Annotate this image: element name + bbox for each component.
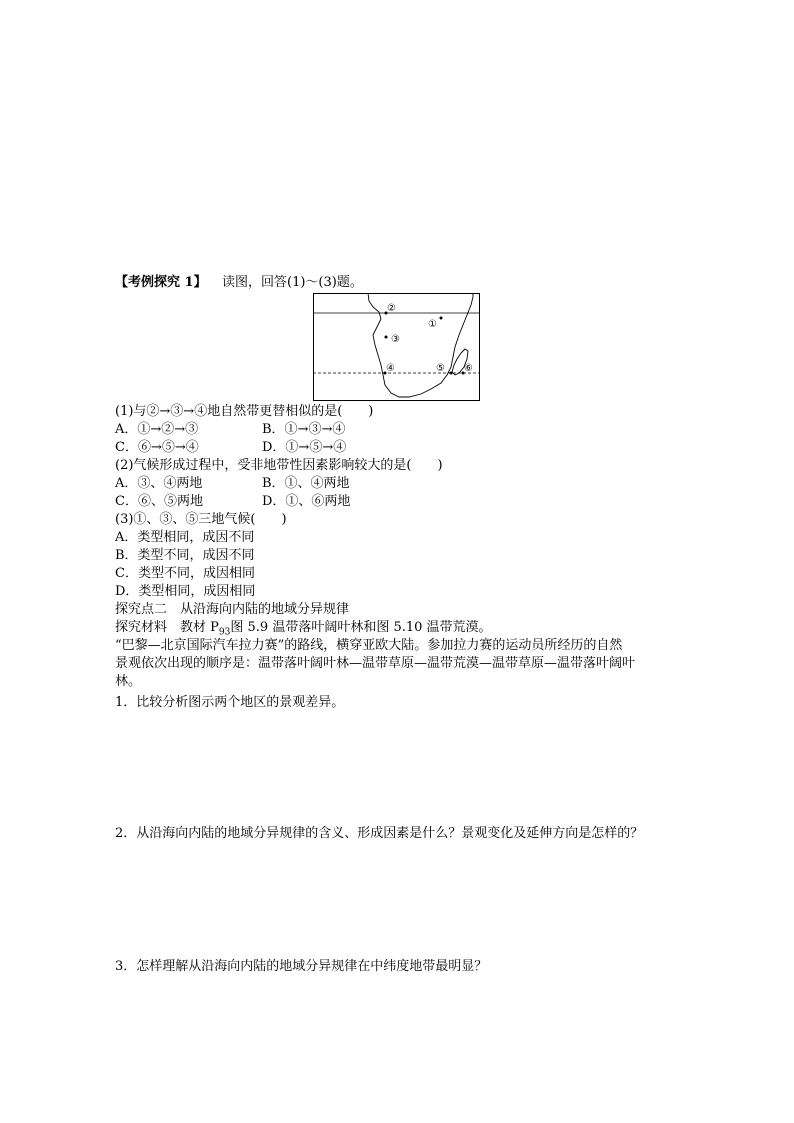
example-label: 【考例探究 1】	[115, 275, 207, 290]
marker-3: ③	[391, 334, 400, 345]
material-sub: 93	[218, 627, 231, 638]
q3-option-d: D．类型相同，成因相同	[115, 584, 256, 599]
q2-option-d: D．①、⑥两地	[262, 494, 351, 509]
point-5-dot	[450, 372, 453, 375]
question-1: 1．比较分析图示两个地区的景观差异。	[115, 695, 345, 710]
example-instruction: 读图，回答(1)～(3)题。	[222, 275, 363, 290]
paragraph-line-3: 林。	[115, 674, 142, 689]
marker-4: ④	[386, 363, 395, 374]
material-pre: 教材 P	[180, 620, 219, 635]
q2-option-c: C．⑥、⑤两地	[115, 494, 203, 509]
para-line1-a: “巴黎—北京国际汽车拉力赛”的路线，	[115, 638, 337, 653]
material-post: 图 5.9 温带落叶阔叶林和图 5.10 温带荒漠。	[230, 620, 492, 635]
q1-option-d: D．①→⑤→④	[262, 440, 347, 455]
q1-option-b: B．①→③→④	[262, 422, 346, 437]
marker-5: ⑤	[436, 363, 445, 374]
marker-6: ⑥	[464, 363, 473, 374]
q1-option-a: A．①→②→③	[115, 422, 199, 437]
q1-option-c: C．⑥→⑤→④	[115, 440, 199, 455]
para-line1-b: 横穿亚欧大陆。	[336, 638, 428, 653]
para-line1-c: 参加拉力赛的运动员所经历的自然	[427, 638, 623, 653]
marker-1: ①	[428, 319, 437, 330]
q3-option-b: B．类型不同，成因不同	[115, 548, 255, 563]
question-2: 2．从沿海向内陆的地域分异规律的含义、形成因素是什么？景观变化及延伸方向是怎样的？	[115, 826, 644, 841]
material-label: 探究材料	[115, 620, 168, 635]
q2-option-a: A．③、④两地	[115, 476, 203, 491]
marker-2: ②	[387, 303, 396, 314]
q3-option-a: A．类型相同，成因不同	[115, 530, 255, 545]
point-1-dot	[440, 317, 443, 320]
southern-africa-map	[313, 293, 480, 401]
question-3: 3．怎样理解从沿海向内陆的地域分异规律在中纬度地带最明显？	[115, 959, 488, 974]
q2-option-b: B．①、④两地	[262, 476, 350, 491]
paragraph-line-1	[115, 637, 622, 655]
q1-stem: (1)与②→③→④地自然带更替相似的是( )	[115, 404, 374, 419]
q2-stem: (2)气候形成过程中，受非地带性因素影响较大的是( )	[115, 458, 443, 473]
paragraph-line-2: 景观依次出现的顺序是：温带落叶阔叶林—温带草原—温带荒漠—温带草原—温带落叶阔叶	[115, 656, 636, 671]
q3-option-c: C．类型不同，成因相同	[115, 566, 255, 581]
q3-stem: (3)①、③、⑤三地气候( )	[115, 512, 287, 527]
section-title: 探究点二 从沿海向内陆的地域分异规律	[115, 602, 350, 617]
point-3-dot	[385, 336, 388, 339]
